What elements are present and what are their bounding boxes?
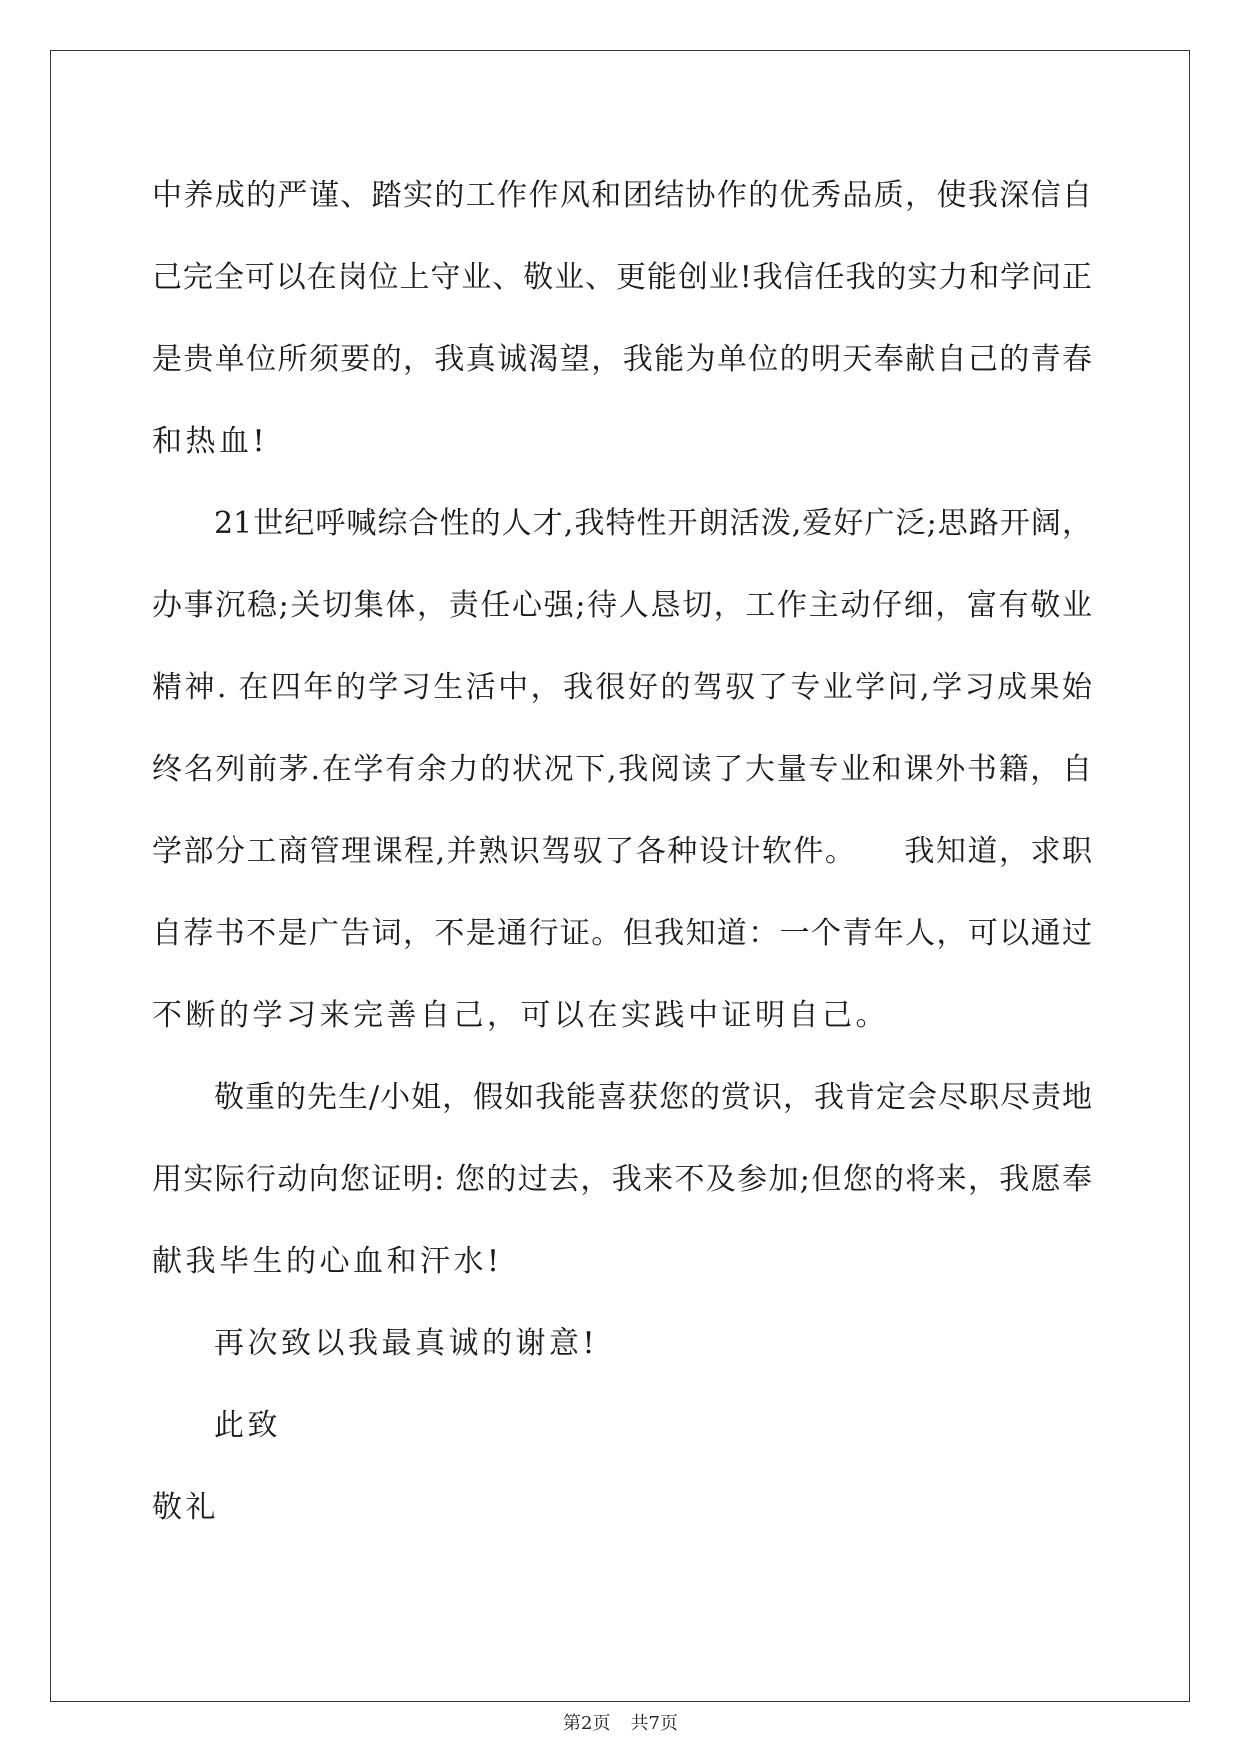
- page-footer: [0, 1712, 1241, 1736]
- closing-line: 此致: [214, 1408, 281, 1443]
- text-line: 是贵单位所须要的，我真诚渴望，我能为单位的明天奉献自己的青春: [152, 342, 1092, 377]
- text-line: 终名列前茅.在学有余力的状况下,我阅读了大量专业和课外书籍，自: [152, 752, 1092, 787]
- salutation-line: 敬礼: [152, 1490, 219, 1525]
- text-line: 和热血!: [152, 424, 269, 459]
- text-line: 自荐书不是广告词，不是通行证。但我知道：一个青年人，可以通过: [152, 916, 1092, 951]
- text-line: 不断的学习来完善自己，可以在实践中证明自己。: [152, 998, 889, 1033]
- text-line: 敬重的先生/小姐，假如我能喜获您的赏识，我肯定会尽职尽责地: [214, 1080, 1092, 1115]
- text-line: 办事沉稳;关切集体，责任心强;待人恳切，工作主动仔细，富有敬业: [152, 588, 1092, 623]
- letter-body: [152, 155, 1092, 1549]
- text-line: 献我毕生的心血和汗水!: [152, 1244, 503, 1279]
- text-line: 中养成的严谨、踏实的工作作风和团结协作的优秀品质，使我深信自: [152, 178, 1092, 213]
- text-line: 再次致以我最真诚的谢意!: [214, 1326, 599, 1361]
- text-line: 己完全可以在岗位上守业、敬业、更能创业!我信任我的实力和学问正: [152, 260, 1092, 295]
- page-total: 共7页: [630, 1713, 678, 1734]
- text-line: 精神. 在四年的学习生活中，我很好的驾驭了专业学问,学习成果始: [152, 670, 1092, 705]
- text-line: 用实际行动向您证明: 您的过去，我来不及参加;但您的将来，我愿奉: [152, 1162, 1092, 1197]
- page-number: 第2页: [563, 1713, 611, 1734]
- text-line: 学部分工商管理课程,并熟识驾驭了各种设计软件。 我知道，求职: [152, 834, 1092, 869]
- text-line: 21世纪呼喊综合性的人才,我特性开朗活泼,爱好广泛;思路开阔，: [214, 506, 1092, 541]
